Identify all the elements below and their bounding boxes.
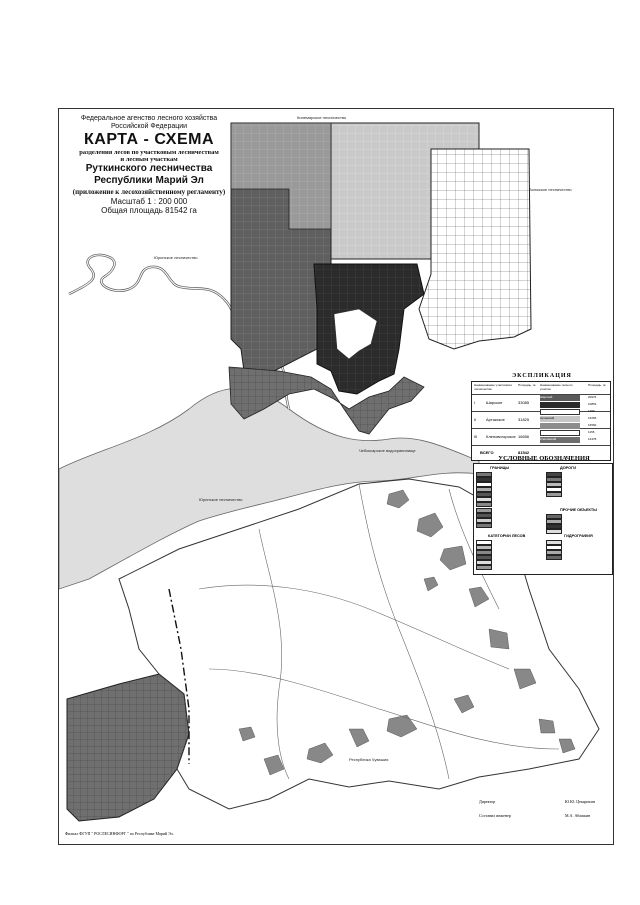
explication-head-4: Площадь, га — [588, 383, 606, 387]
legend-borders-title: ГРАНИЦЫ — [490, 466, 510, 470]
explication-title: ЭКСПЛИКАЦИЯ — [512, 373, 572, 379]
plot-area: 16560 — [588, 423, 597, 427]
label-north-border: Килемарское лесничество — [297, 115, 347, 120]
legend-hydrography-title: ГИДРОГРАФИЯ — [564, 534, 593, 538]
plot-swatch — [540, 423, 580, 429]
zone-southwest-dark — [67, 674, 189, 821]
plot-area: 10853 — [588, 402, 597, 406]
explication-num: III — [474, 434, 478, 439]
explication-area: 33085 — [518, 400, 530, 405]
legend-panel — [473, 455, 613, 575]
plot-swatch: Клёновский — [540, 437, 580, 443]
plot-swatch: Артакский — [540, 416, 580, 422]
plot-swatch: Шарский — [540, 395, 580, 401]
plot-area: 20976 — [588, 395, 597, 399]
zone-east-white — [419, 149, 531, 349]
legend-title: УСЛОВНЫЕ ОБОЗНАЧЕНИЯ — [498, 455, 590, 462]
plot-swatch — [540, 402, 580, 408]
label-south-border: Республика Чувашия — [349, 757, 389, 762]
compiler-label: Составил инженер — [479, 813, 511, 818]
label-east-border: Волжское лесничество — [529, 187, 572, 192]
agency-name: Федеральное агенство лесного хозяйства — [80, 115, 218, 122]
map-title: КАРТА - СХЕМА — [84, 131, 214, 148]
director-name: Ю.Ю. Цекарихин — [565, 799, 595, 804]
legend-borders-items — [476, 472, 542, 508]
compiler-name: М.А. Абашкин — [565, 813, 591, 818]
explication-table — [471, 373, 611, 461]
legend-forest-categories-title: КАТЕГОРИИ ЛЕСОВ — [488, 534, 526, 538]
explication-name: Шарское — [486, 400, 503, 405]
country-name: Российской Федерации — [110, 123, 188, 130]
explication-head-2: Площадь, га — [518, 383, 536, 387]
reservoir-water — [59, 388, 479, 589]
legend-forest-items — [476, 540, 542, 572]
legend-other-title: ПРОЧИЕ ОБЪЕКТЫ — [560, 508, 597, 512]
map-subtitle-2: и лесным участкам — [120, 156, 178, 163]
plot-swatch — [540, 409, 580, 415]
appendix-note: (приложение к лесохозяйственному регламенту) — [72, 188, 226, 196]
legend-roads-title: ДОРОГИ — [560, 466, 576, 470]
legend-borders-more — [476, 508, 542, 530]
label-west-border-2: Юринское лесничество — [199, 497, 243, 502]
explication-name: Кленовогорское — [486, 434, 516, 439]
map-subtitle-1: разделения лесов по участковым лесничествам — [79, 149, 219, 156]
footer-credit: Филиал ФГУП " РОСЛЕСИНФОРГ " по Республике Марий Эл. — [65, 831, 174, 836]
plot-area: 15265 — [588, 416, 597, 420]
explication-header-row — [472, 382, 610, 394]
explication-num: II — [474, 417, 477, 422]
total-area: Общая площадь 81542 га — [101, 206, 197, 215]
explication-head-1: Наименование участкового лесничества — [474, 383, 513, 391]
director-label: Директор — [479, 799, 496, 804]
explication-plots — [540, 395, 610, 445]
plot-area: 1156 — [588, 430, 595, 434]
map-sheet — [58, 108, 614, 845]
legend-other-items — [546, 514, 612, 536]
explication-name: Артакское — [486, 417, 505, 422]
explication-total-area: 81542 — [518, 450, 530, 455]
explication-head-3: Наименование лесного участка — [540, 383, 573, 391]
republic-name: Республики Марий Эл — [94, 175, 204, 186]
map-scale: Масштаб 1 : 200 000 — [110, 197, 188, 206]
legend-roads-items — [546, 472, 612, 508]
plot-area: 1256 — [588, 409, 595, 413]
explication-area: 16656 — [518, 434, 530, 439]
forestry-name: Руткинского лесничества — [85, 163, 213, 174]
legend-hydro-items — [546, 540, 612, 572]
plot-swatch — [540, 430, 580, 436]
plot-area: 14478 — [588, 437, 597, 441]
explication-area: 31825 — [518, 417, 530, 422]
explication-num: I — [474, 400, 476, 405]
explication-total-label: ВСЕГО — [480, 450, 494, 455]
label-reservoir: Чебоксарское водохранилище — [359, 448, 416, 453]
label-west-border-1: Юринское лесничество — [154, 255, 198, 260]
